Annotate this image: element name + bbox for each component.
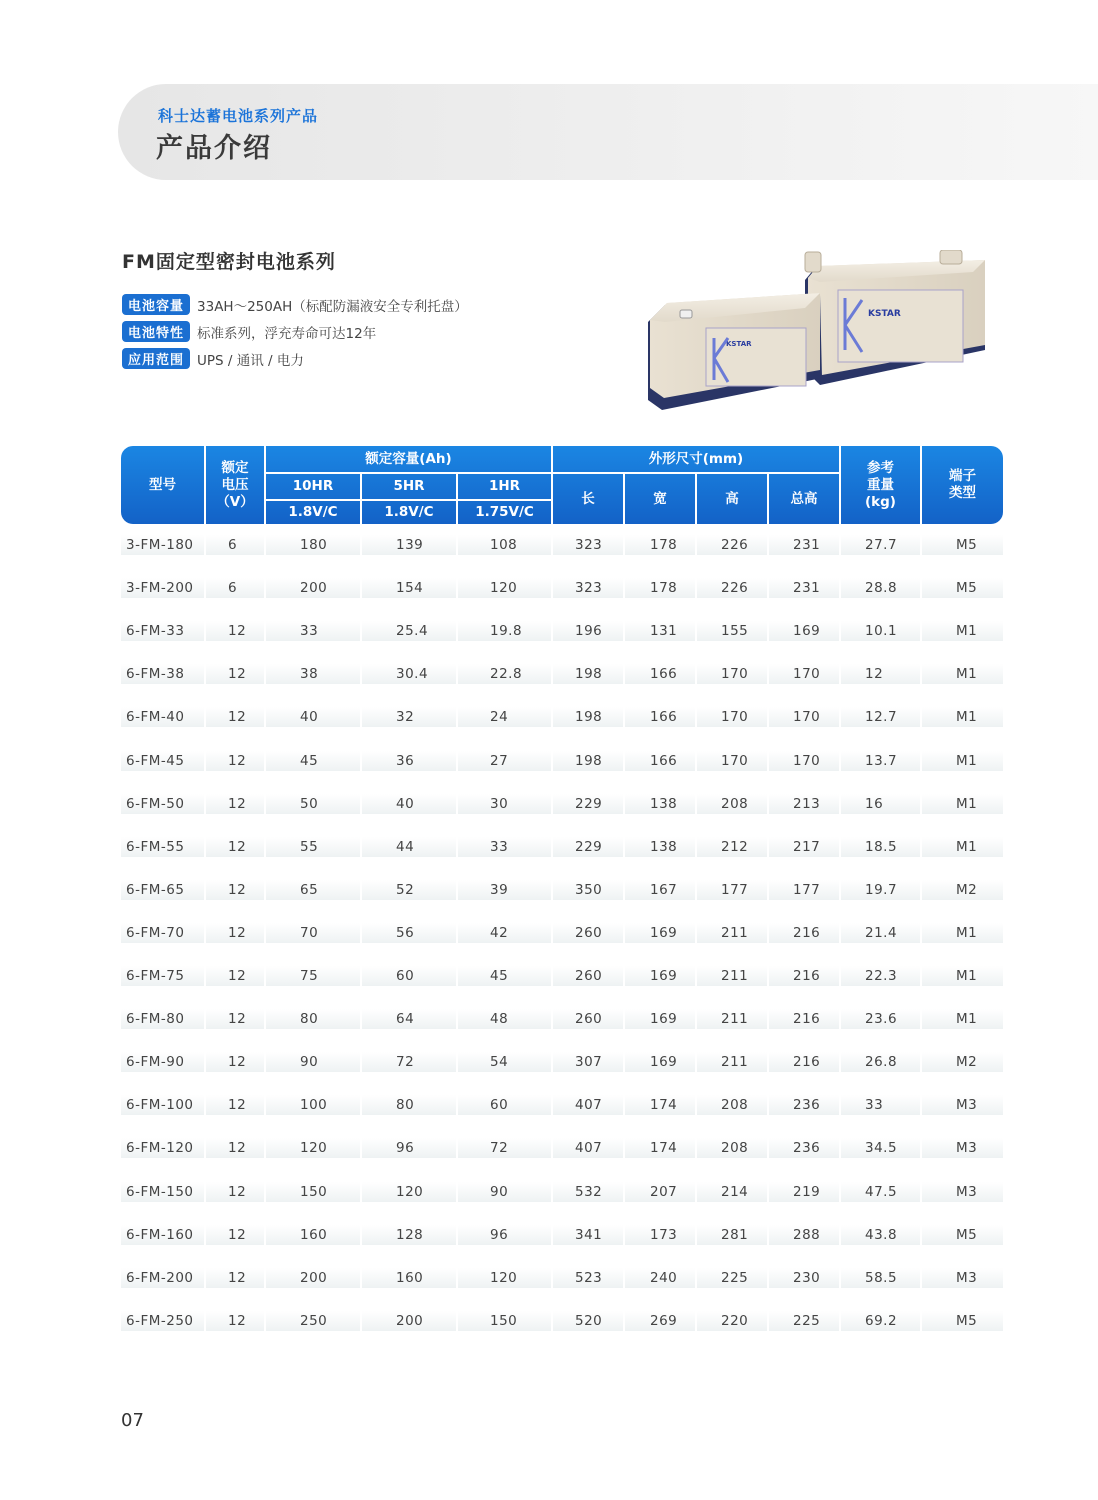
cell-cap-10hr: 100 xyxy=(266,1095,360,1115)
cell-weight: 18.5 xyxy=(841,837,920,857)
cell-total-height: 230 xyxy=(769,1268,839,1288)
cell-cap-10hr: 75 xyxy=(266,966,360,986)
cell-total-height: 288 xyxy=(769,1225,839,1245)
spec-text: 33AH～250AH（标配防漏液安全专利托盘） xyxy=(197,298,468,315)
cell-width: 138 xyxy=(625,837,695,857)
cell-length: 307 xyxy=(553,1052,623,1072)
cell-length: 229 xyxy=(553,837,623,857)
cell-voltage: 12 xyxy=(206,1268,264,1288)
cell-cap-10hr: 65 xyxy=(266,880,360,900)
cell-width: 166 xyxy=(625,664,695,684)
cell-length: 198 xyxy=(553,664,623,684)
th-total-height: 总高 xyxy=(790,490,818,507)
th-cap-10hr: 10HR xyxy=(292,478,334,494)
th-dimensions: 外形尺寸(mm) xyxy=(648,450,744,467)
cell-total-height: 219 xyxy=(769,1182,839,1202)
cell-width: 240 xyxy=(625,1268,695,1288)
th-model: 型号 xyxy=(149,476,176,493)
cell-cap-5hr: 154 xyxy=(362,578,456,598)
cell-width: 174 xyxy=(625,1138,695,1158)
cell-model: 6-FM-120 xyxy=(121,1138,204,1158)
cell-cap-10hr: 70 xyxy=(266,923,360,943)
cell-height: 170 xyxy=(697,664,767,684)
cell-total-height: 216 xyxy=(769,923,839,943)
cell-height: 214 xyxy=(697,1182,767,1202)
cell-total-height: 213 xyxy=(769,794,839,814)
cell-total-height: 170 xyxy=(769,664,839,684)
header-subtitle: 科士达蓄电池系列产品 xyxy=(158,107,319,125)
spec-capacity xyxy=(122,294,468,315)
cell-terminal: M5 xyxy=(922,578,1003,598)
brand-label: KSTAR xyxy=(726,340,752,348)
table-row xyxy=(121,880,1003,900)
table-row xyxy=(121,1268,1003,1288)
cell-length: 407 xyxy=(553,1095,623,1115)
cell-cap-1hr: 90 xyxy=(458,1182,551,1202)
spec-text: UPS / 通讯 / 电力 xyxy=(197,352,304,369)
cell-length: 350 xyxy=(553,880,623,900)
cell-cap-5hr: 30.4 xyxy=(362,664,456,684)
cell-cap-5hr: 40 xyxy=(362,794,456,814)
cell-model: 6-FM-70 xyxy=(121,923,204,943)
cell-model: 6-FM-150 xyxy=(121,1182,204,1202)
cell-height: 211 xyxy=(697,1009,767,1029)
cell-length: 260 xyxy=(553,966,623,986)
cell-cap-1hr: 30 xyxy=(458,794,551,814)
cell-terminal: M1 xyxy=(922,923,1003,943)
spec-tag: 电池特性 xyxy=(122,321,190,342)
cell-weight: 22.3 xyxy=(841,966,920,986)
cell-weight: 58.5 xyxy=(841,1268,920,1288)
spec-application xyxy=(122,348,304,369)
cell-terminal: M2 xyxy=(922,880,1003,900)
cell-width: 169 xyxy=(625,966,695,986)
cell-voltage: 12 xyxy=(206,1095,264,1115)
cell-weight: 19.7 xyxy=(841,880,920,900)
cell-total-height: 169 xyxy=(769,621,839,641)
cell-cap-5hr: 36 xyxy=(362,751,456,771)
cell-model: 6-FM-80 xyxy=(121,1009,204,1029)
th-voltage: 额定 电压 （V） xyxy=(216,459,254,510)
table-row xyxy=(121,1138,1003,1158)
cell-width: 178 xyxy=(625,535,695,555)
cell-terminal: M5 xyxy=(922,1225,1003,1245)
cell-total-height: 177 xyxy=(769,880,839,900)
cell-cap-5hr: 200 xyxy=(362,1311,456,1331)
cell-cap-10hr: 120 xyxy=(266,1138,360,1158)
cell-weight: 10.1 xyxy=(841,621,920,641)
table-row xyxy=(121,1182,1003,1202)
cell-terminal: M1 xyxy=(922,621,1003,641)
cell-terminal: M1 xyxy=(922,966,1003,986)
cell-total-height: 170 xyxy=(769,707,839,727)
cell-cap-10hr: 180 xyxy=(266,535,360,555)
cell-voltage: 12 xyxy=(206,923,264,943)
cell-width: 269 xyxy=(625,1311,695,1331)
cell-height: 208 xyxy=(697,794,767,814)
cell-cap-1hr: 22.8 xyxy=(458,664,551,684)
table-row xyxy=(121,966,1003,986)
cell-model: 6-FM-100 xyxy=(121,1095,204,1115)
cell-cap-5hr: 120 xyxy=(362,1182,456,1202)
cell-terminal: M5 xyxy=(922,535,1003,555)
cell-length: 198 xyxy=(553,751,623,771)
cell-voltage: 12 xyxy=(206,1052,264,1072)
cell-weight: 43.8 xyxy=(841,1225,920,1245)
cell-voltage: 12 xyxy=(206,1182,264,1202)
cell-cap-10hr: 150 xyxy=(266,1182,360,1202)
cell-width: 167 xyxy=(625,880,695,900)
cell-voltage: 12 xyxy=(206,751,264,771)
table-row xyxy=(121,837,1003,857)
cell-cap-1hr: 96 xyxy=(458,1225,551,1245)
cell-length: 323 xyxy=(553,578,623,598)
cell-model: 3-FM-200 xyxy=(121,578,204,598)
cell-total-height: 216 xyxy=(769,1009,839,1029)
cell-length: 341 xyxy=(553,1225,623,1245)
cell-weight: 16 xyxy=(841,794,920,814)
cell-height: 226 xyxy=(697,535,767,555)
cell-cap-5hr: 80 xyxy=(362,1095,456,1115)
th-width: 宽 xyxy=(653,490,667,507)
cell-height: 170 xyxy=(697,751,767,771)
table-row xyxy=(121,707,1003,727)
cell-terminal: M1 xyxy=(922,837,1003,857)
cell-voltage: 12 xyxy=(206,621,264,641)
cell-cap-5hr: 139 xyxy=(362,535,456,555)
brand-label: KSTAR xyxy=(868,309,901,319)
cell-cap-5hr: 64 xyxy=(362,1009,456,1029)
cell-total-height: 231 xyxy=(769,578,839,598)
cell-model: 6-FM-75 xyxy=(121,966,204,986)
cell-cap-10hr: 45 xyxy=(266,751,360,771)
cell-length: 523 xyxy=(553,1268,623,1288)
cell-voltage: 12 xyxy=(206,1138,264,1158)
cell-voltage: 12 xyxy=(206,837,264,857)
cell-weight: 13.7 xyxy=(841,751,920,771)
cell-model: 6-FM-90 xyxy=(121,1052,204,1072)
cell-total-height: 236 xyxy=(769,1138,839,1158)
cell-height: 211 xyxy=(697,1052,767,1072)
cell-cap-1hr: 24 xyxy=(458,707,551,727)
cell-height: 220 xyxy=(697,1311,767,1331)
table-row xyxy=(121,1009,1003,1029)
table-row xyxy=(121,751,1003,771)
cell-cap-1hr: 150 xyxy=(458,1311,551,1331)
cell-weight: 26.8 xyxy=(841,1052,920,1072)
cell-cap-10hr: 160 xyxy=(266,1225,360,1245)
cell-cap-1hr: 27 xyxy=(458,751,551,771)
cell-width: 166 xyxy=(625,751,695,771)
cell-cap-1hr: 19.8 xyxy=(458,621,551,641)
cell-width: 166 xyxy=(625,707,695,727)
th-capacity: 额定容量(Ah) xyxy=(365,450,452,467)
table-row xyxy=(121,923,1003,943)
cell-length: 323 xyxy=(553,535,623,555)
cell-height: 281 xyxy=(697,1225,767,1245)
cell-total-height: 217 xyxy=(769,837,839,857)
cell-length: 198 xyxy=(553,707,623,727)
th-cap-1hr-v: 1.75V/C xyxy=(475,504,534,520)
cell-length: 260 xyxy=(553,923,623,943)
cell-voltage: 6 xyxy=(206,578,264,598)
cell-cap-10hr: 38 xyxy=(266,664,360,684)
cell-cap-5hr: 44 xyxy=(362,837,456,857)
cell-model: 3-FM-180 xyxy=(121,535,204,555)
th-length: 长 xyxy=(581,490,595,507)
cell-terminal: M3 xyxy=(922,1138,1003,1158)
cell-model: 6-FM-38 xyxy=(121,664,204,684)
cell-cap-5hr: 72 xyxy=(362,1052,456,1072)
cell-height: 208 xyxy=(697,1095,767,1115)
cell-length: 196 xyxy=(553,621,623,641)
page-title: 产品介绍 xyxy=(156,133,272,164)
cell-total-height: 216 xyxy=(769,1052,839,1072)
cell-width: 173 xyxy=(625,1225,695,1245)
page-number: 07 xyxy=(121,1410,144,1431)
th-height: 高 xyxy=(725,490,739,507)
batteries-image xyxy=(640,250,990,415)
cell-cap-1hr: 45 xyxy=(458,966,551,986)
cell-length: 229 xyxy=(553,794,623,814)
cell-cap-1hr: 48 xyxy=(458,1009,551,1029)
cell-terminal: M3 xyxy=(922,1095,1003,1115)
cell-weight: 34.5 xyxy=(841,1138,920,1158)
cell-height: 226 xyxy=(697,578,767,598)
cell-width: 169 xyxy=(625,1009,695,1029)
cell-cap-10hr: 200 xyxy=(266,578,360,598)
cell-total-height: 236 xyxy=(769,1095,839,1115)
cell-terminal: M1 xyxy=(922,664,1003,684)
cell-terminal: M1 xyxy=(922,707,1003,727)
cell-cap-10hr: 55 xyxy=(266,837,360,857)
spec-feature xyxy=(122,321,376,342)
cell-cap-1hr: 120 xyxy=(458,578,551,598)
cell-voltage: 6 xyxy=(206,535,264,555)
table-header xyxy=(121,446,1003,524)
cell-cap-1hr: 54 xyxy=(458,1052,551,1072)
cell-width: 178 xyxy=(625,578,695,598)
cell-weight: 33 xyxy=(841,1095,920,1115)
spec-tag: 电池容量 xyxy=(122,294,190,315)
cell-terminal: M1 xyxy=(922,794,1003,814)
table-row xyxy=(121,1225,1003,1245)
cell-total-height: 225 xyxy=(769,1311,839,1331)
cell-cap-10hr: 50 xyxy=(266,794,360,814)
th-weight: 参考 重量 (kg) xyxy=(865,459,896,510)
cell-weight: 28.8 xyxy=(841,578,920,598)
table-row xyxy=(121,794,1003,814)
cell-model: 6-FM-50 xyxy=(121,794,204,814)
table-row xyxy=(121,578,1003,598)
th-cap-10hr-v: 1.8V/C xyxy=(288,504,338,520)
cell-height: 177 xyxy=(697,880,767,900)
cell-height: 211 xyxy=(697,966,767,986)
cell-cap-5hr: 32 xyxy=(362,707,456,727)
cell-width: 207 xyxy=(625,1182,695,1202)
cell-width: 169 xyxy=(625,923,695,943)
cell-cap-1hr: 33 xyxy=(458,837,551,857)
cell-terminal: M1 xyxy=(922,1009,1003,1029)
cell-width: 169 xyxy=(625,1052,695,1072)
cell-total-height: 216 xyxy=(769,966,839,986)
th-terminal: 端子 类型 xyxy=(949,468,976,501)
table-row xyxy=(121,1095,1003,1115)
cell-weight: 12.7 xyxy=(841,707,920,727)
cell-cap-10hr: 33 xyxy=(266,621,360,641)
cell-cap-10hr: 90 xyxy=(266,1052,360,1072)
table-row xyxy=(121,664,1003,684)
cell-voltage: 12 xyxy=(206,1311,264,1331)
cell-cap-5hr: 52 xyxy=(362,880,456,900)
cell-width: 174 xyxy=(625,1095,695,1115)
cell-voltage: 12 xyxy=(206,880,264,900)
cell-width: 131 xyxy=(625,621,695,641)
cell-height: 211 xyxy=(697,923,767,943)
cell-terminal: M2 xyxy=(922,1052,1003,1072)
cell-model: 6-FM-55 xyxy=(121,837,204,857)
cell-height: 225 xyxy=(697,1268,767,1288)
cell-cap-5hr: 96 xyxy=(362,1138,456,1158)
cell-cap-5hr: 128 xyxy=(362,1225,456,1245)
cell-weight: 69.2 xyxy=(841,1311,920,1331)
cell-terminal: M3 xyxy=(922,1268,1003,1288)
cell-cap-10hr: 250 xyxy=(266,1311,360,1331)
cell-cap-5hr: 25.4 xyxy=(362,621,456,641)
cell-voltage: 12 xyxy=(206,707,264,727)
cell-length: 520 xyxy=(553,1311,623,1331)
table-row xyxy=(121,621,1003,641)
cell-cap-1hr: 39 xyxy=(458,880,551,900)
cell-cap-1hr: 72 xyxy=(458,1138,551,1158)
cell-model: 6-FM-45 xyxy=(121,751,204,771)
th-cap-5hr: 5HR xyxy=(393,478,425,494)
cell-cap-1hr: 60 xyxy=(458,1095,551,1115)
cell-weight: 47.5 xyxy=(841,1182,920,1202)
cell-voltage: 12 xyxy=(206,966,264,986)
cell-voltage: 12 xyxy=(206,794,264,814)
cell-terminal: M3 xyxy=(922,1182,1003,1202)
cell-cap-1hr: 108 xyxy=(458,535,551,555)
cell-terminal: M1 xyxy=(922,751,1003,771)
cell-height: 170 xyxy=(697,707,767,727)
cell-length: 407 xyxy=(553,1138,623,1158)
cell-weight: 23.6 xyxy=(841,1009,920,1029)
cell-model: 6-FM-65 xyxy=(121,880,204,900)
series-title: FM固定型密封电池系列 xyxy=(122,251,336,273)
cell-weight: 12 xyxy=(841,664,920,684)
cell-model: 6-FM-40 xyxy=(121,707,204,727)
cell-weight: 21.4 xyxy=(841,923,920,943)
cell-voltage: 12 xyxy=(206,664,264,684)
cell-model: 6-FM-250 xyxy=(121,1311,204,1331)
spec-text: 标准系列，浮充寿命可达12年 xyxy=(197,325,377,342)
cell-voltage: 12 xyxy=(206,1225,264,1245)
cell-terminal: M5 xyxy=(922,1311,1003,1331)
cell-length: 260 xyxy=(553,1009,623,1029)
cell-total-height: 170 xyxy=(769,751,839,771)
cell-length: 532 xyxy=(553,1182,623,1202)
spec-tag: 应用范围 xyxy=(122,348,190,369)
cell-model: 6-FM-200 xyxy=(121,1268,204,1288)
cell-cap-5hr: 60 xyxy=(362,966,456,986)
cell-height: 155 xyxy=(697,621,767,641)
cell-cap-1hr: 42 xyxy=(458,923,551,943)
cell-model: 6-FM-33 xyxy=(121,621,204,641)
cell-cap-10hr: 40 xyxy=(266,707,360,727)
cell-width: 138 xyxy=(625,794,695,814)
cell-cap-5hr: 56 xyxy=(362,923,456,943)
cell-model: 6-FM-160 xyxy=(121,1225,204,1245)
cell-height: 212 xyxy=(697,837,767,857)
th-cap-1hr: 1HR xyxy=(488,478,521,494)
cell-cap-10hr: 200 xyxy=(266,1268,360,1288)
table-row xyxy=(121,535,1003,555)
cell-height: 208 xyxy=(697,1138,767,1158)
th-cap-5hr-v: 1.8V/C xyxy=(384,504,434,520)
cell-cap-10hr: 80 xyxy=(266,1009,360,1029)
cell-weight: 27.7 xyxy=(841,535,920,555)
cell-cap-1hr: 120 xyxy=(458,1268,551,1288)
table-row xyxy=(121,1311,1003,1331)
cell-cap-5hr: 160 xyxy=(362,1268,456,1288)
table-row xyxy=(121,1052,1003,1072)
cell-voltage: 12 xyxy=(206,1009,264,1029)
cell-total-height: 231 xyxy=(769,535,839,555)
